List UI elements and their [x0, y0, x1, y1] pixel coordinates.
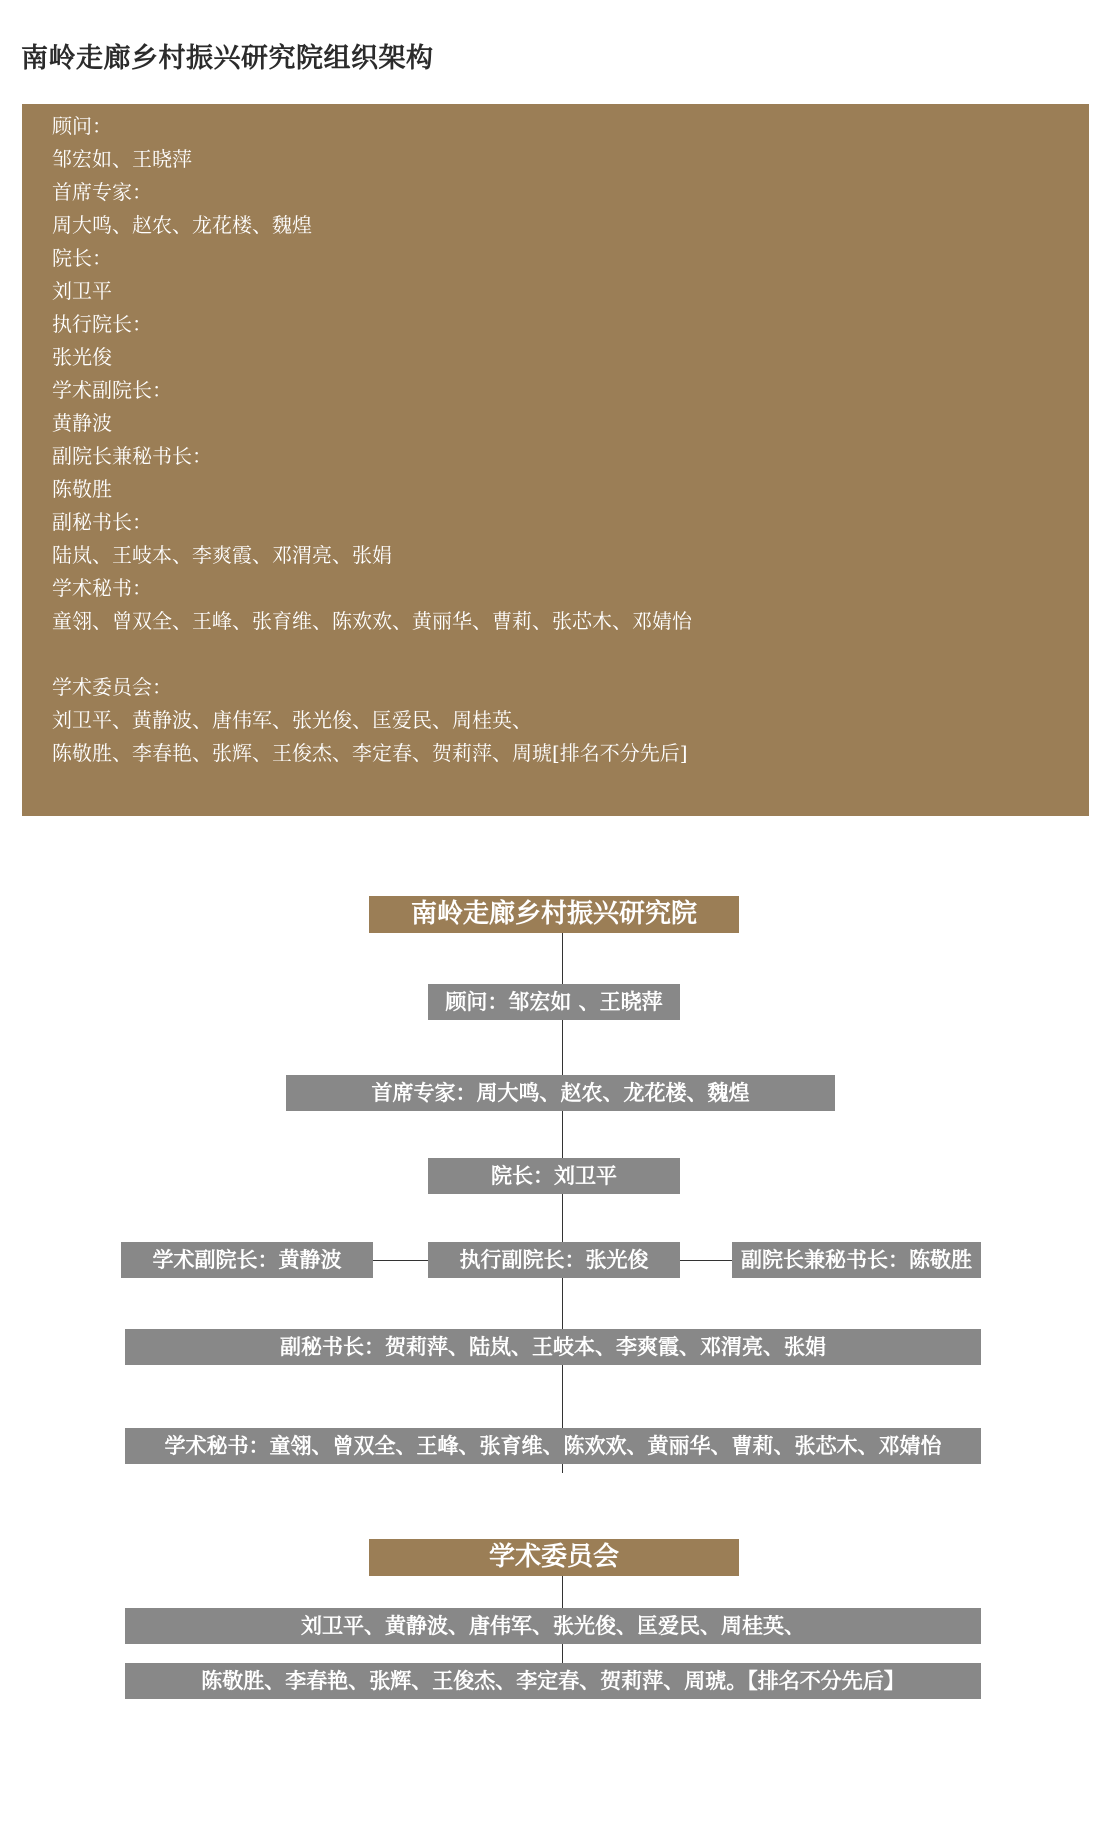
info-line: 黄静波	[52, 411, 112, 435]
executive-vp-node: 执行副院长：张光俊	[428, 1242, 680, 1278]
vp-secretary-general-node: 副院长兼秘书长：陈敬胜	[732, 1242, 981, 1278]
info-line: 副院长兼秘书长：	[52, 444, 212, 468]
info-line: 学术委员会：	[52, 675, 172, 699]
advisors-node: 顾问：邹宏如 、王晓萍	[428, 984, 680, 1020]
committee-members-line1: 刘卫平、黄静波、唐伟军、张光俊、匡爱民、周桂英、	[125, 1608, 981, 1644]
academic-secretaries-node: 学术秘书：童翎、曾双全、王峰、张育维、陈欢欢、黄丽华、曹莉、张芯木、邓婧怡	[125, 1428, 981, 1464]
info-line: 刘卫平	[52, 279, 112, 303]
president-node: 院长：刘卫平	[428, 1158, 680, 1194]
info-line: 陆岚、王岐本、李爽霞、邓渭亮、张娟	[52, 543, 392, 567]
info-line: 周大鸣、赵农、龙花楼、魏煌	[52, 213, 312, 237]
info-line: 陈敬胜	[52, 477, 112, 501]
info-line: 副秘书长：	[52, 510, 152, 534]
info-line: 学术秘书：	[52, 576, 152, 600]
info-line: 执行院长：	[52, 312, 152, 336]
info-line: 陈敬胜、李春艳、张辉、王俊杰、李定春、贺莉萍、周琥[排名不分先后]	[52, 741, 688, 765]
info-line: 首席专家：	[52, 180, 152, 204]
committee-node: 学术委员会	[369, 1539, 739, 1576]
right-branch-connector	[679, 1260, 732, 1261]
deputy-secretaries-node: 副秘书长：贺莉萍、陆岚、王岐本、李爽霞、邓渭亮、张娟	[125, 1329, 981, 1365]
info-line: 院长：	[52, 246, 112, 270]
info-line: 顾问：	[52, 114, 112, 138]
info-line: 刘卫平、黄静波、唐伟军、张光俊、匡爱民、周桂英、	[52, 708, 532, 732]
left-branch-connector	[373, 1260, 428, 1261]
info-line: 童翎、曾双全、王峰、张育维、陈欢欢、黄丽华、曹莉、张芯木、邓婧怡	[52, 609, 692, 633]
root-node: 南岭走廊乡村振兴研究院	[369, 896, 739, 933]
chief-experts-node: 首席专家：周大鸣、赵农、龙花楼、魏煌	[286, 1075, 835, 1111]
academic-vp-node: 学术副院长：黄静波	[121, 1242, 373, 1278]
info-line: 学术副院长：	[52, 378, 172, 402]
info-line: 张光俊	[52, 345, 112, 369]
committee-members-line2: 陈敬胜、李春艳、张辉、王俊杰、李定春、贺莉萍、周琥。【排名不分先后】	[125, 1663, 981, 1699]
page-title: 南岭走廊乡村振兴研究院组织架构	[21, 43, 434, 74]
info-line: 邹宏如、王晓萍	[52, 147, 192, 171]
